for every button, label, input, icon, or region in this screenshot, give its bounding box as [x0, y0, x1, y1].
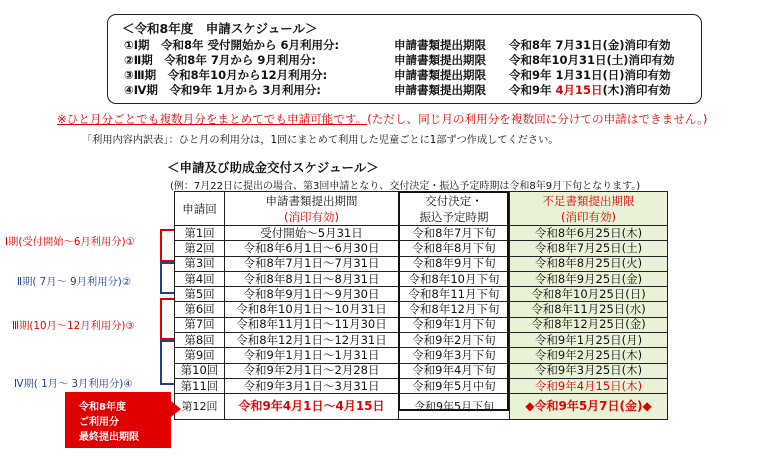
cell-deficiency: ◆令和9年5月7日(金)◆	[510, 394, 668, 420]
deadline-label: 申請書類提出期限	[394, 68, 486, 82]
cell-grant: 令和8年9月下旬	[399, 256, 510, 271]
note-rest: (ただし、同じ月の利用分を複数回に分けての申請はできません。)	[367, 112, 708, 126]
deadline-date	[509, 82, 671, 98]
callout-line-1: 令和8年度	[79, 402, 126, 413]
deadline-date: 令和9年 1月31日(日)消印有効	[509, 68, 671, 82]
period-label-4: Ⅳ期( 1月～ 3月利用分)④	[14, 378, 133, 390]
example-note: (例：7月22日に提出の場合、第3回申請となり、交付決定・振込予定時期は令和8年9月下旬となります。)	[170, 181, 641, 192]
cell-round: 第6回	[175, 302, 225, 317]
table-header-row	[175, 192, 668, 226]
cell-grant: 令和9年5月中旬	[399, 378, 510, 393]
cell-round: 第3回	[175, 256, 225, 271]
header-deficiency	[510, 192, 668, 226]
cell-grant: 令和9年3月下旬	[399, 348, 510, 363]
cell-deficiency: 令和8年8月25日(火)	[510, 256, 668, 271]
period-desc: ④Ⅳ期 令和9年 1月から 3月利用分:	[124, 83, 321, 97]
table-row	[175, 287, 668, 302]
cell-grant: 令和8年11月下旬	[399, 287, 510, 302]
cell-period: 令和8年12月1日～12月31日	[225, 333, 399, 348]
table-row	[175, 256, 668, 271]
header-period-line1: 申請書類提出期間	[265, 193, 358, 208]
cell-period: 令和8年9月1日～9月30日	[225, 287, 399, 302]
cell-round: 第1回	[175, 226, 225, 241]
table-row	[175, 226, 668, 241]
cell-deficiency: 令和9年1月25日(月)	[510, 333, 668, 348]
cell-period: 令和8年8月1日～8月31日	[225, 271, 399, 286]
cell-period: 令和8年10月1日～10月31日	[225, 302, 399, 317]
cell-period: 令和8年7月1日～7月31日	[225, 256, 399, 271]
table-row	[175, 378, 668, 393]
cell-deficiency: 令和8年7月25日(土)	[510, 241, 668, 256]
header-period-line2: (消印有効)	[284, 209, 339, 224]
cell-deficiency: 令和8年11月25日(水)	[510, 302, 668, 317]
cell-period: 令和9年3月1日～3月31日	[225, 378, 399, 393]
header-deficiency-line2: (消印有効)	[561, 209, 616, 224]
cell-grant: 令和9年5月下旬	[399, 394, 510, 420]
cell-round: 第8回	[175, 333, 225, 348]
deadline-date-suffix: (木)消印有効	[602, 83, 671, 97]
schedule-row-1	[108, 37, 703, 52]
table-row	[175, 333, 668, 348]
cell-deficiency: 令和8年10月25日(日)	[510, 287, 668, 302]
cell-grant: 令和9年2月下旬	[399, 333, 510, 348]
cell-grant: 令和8年10月下旬	[399, 271, 510, 286]
cell-period: 令和9年4月1日～4月15日	[225, 394, 399, 420]
cell-grant: 令和8年7月下旬	[399, 226, 510, 241]
cell-deficiency: 令和9年3月25日(木)	[510, 363, 668, 378]
schedule-row-2	[108, 52, 703, 67]
cell-deficiency: 令和8年6月25日(木)	[510, 226, 668, 241]
header-grant-line2: 振込予定時期	[419, 209, 489, 224]
cell-round: 第5回	[175, 287, 225, 302]
period-desc: ③Ⅲ期 令和8年10月から12月利用分:	[124, 68, 328, 82]
deadline-date-highlight: 4月15日	[555, 83, 603, 97]
schedule-table	[174, 191, 668, 420]
callout-line-2: ご利用分	[79, 417, 119, 428]
callout-line-3: 最終提出期限	[79, 432, 139, 443]
deadline-label: 申請書類提出期限	[394, 38, 486, 52]
period-bracket-3	[160, 298, 174, 340]
cell-deficiency: 令和9年2月25日(木)	[510, 348, 668, 363]
period-bracket-2	[160, 262, 174, 294]
period-label-2: Ⅱ期( 7月～ 9月利用分)②	[17, 276, 132, 288]
cell-round: 第7回	[175, 317, 225, 332]
cell-round: 第2回	[175, 241, 225, 256]
cell-grant: 令和8年12月下旬	[399, 302, 510, 317]
table-row	[175, 394, 668, 420]
period-label-1: Ⅰ期(受付開始～6月利用分)①	[5, 236, 135, 248]
deadline-label: 申請書類提出期限	[394, 83, 486, 97]
cell-round: 第11回	[175, 378, 225, 393]
note-underlined: ※ひと月分ごとでも複数月分をまとめてでも申請可能です。	[57, 112, 368, 126]
header-grant	[399, 192, 510, 226]
cell-round: 第4回	[175, 271, 225, 286]
note-usage-breakdown: 「利用内容内訳表」：ひと月の利用分は，1回にまとめて利用した児童ごとに1部ずつ作成してください。	[82, 135, 559, 146]
deadline-date: 令和8年 7月31日(金)消印有効	[509, 38, 671, 52]
table-row	[175, 302, 668, 317]
table-row	[175, 241, 668, 256]
period-desc: ①Ⅰ期 令和8年 受付開始から 6月利用分:	[124, 38, 340, 52]
header-grant-line1: 交付決定・	[425, 193, 483, 208]
header-deficiency-line1: 不足書類提出期限	[542, 193, 635, 208]
cell-grant: 令和9年4月下旬	[399, 363, 510, 378]
cell-period: 令和8年6月1日～6月30日	[225, 241, 399, 256]
note-multiple-months	[57, 111, 707, 127]
table-row	[175, 317, 668, 332]
schedule-row-3	[108, 67, 703, 82]
cell-round: 第9回	[175, 348, 225, 363]
cell-period: 令和8年11月1日～11月30日	[225, 317, 399, 332]
cell-grant: 令和8年8月下旬	[399, 241, 510, 256]
period-bracket-1	[160, 229, 174, 262]
table-row	[175, 363, 668, 378]
cell-deficiency: 令和9年4月15日(木)	[510, 378, 668, 393]
header-round: 申請回	[175, 192, 225, 226]
section-title: ＜申請及び助成金交付スケジュール＞	[167, 160, 379, 175]
period-desc: ②Ⅱ期 令和8年 7月から 9月利用分:	[124, 53, 316, 67]
table-row	[175, 348, 668, 363]
cell-period: 令和9年2月1日～2月28日	[225, 363, 399, 378]
final-deadline-callout	[65, 392, 171, 448]
deadline-date: 令和8年10月31日(土)消印有効	[509, 53, 675, 67]
period-label-3: Ⅲ期(10月～12月利用分)③	[12, 320, 135, 332]
schedule-summary-box	[107, 14, 702, 104]
schedule-row-4	[108, 82, 703, 97]
table-row	[175, 271, 668, 286]
cell-round: 第10回	[175, 363, 225, 378]
cell-period: 令和9年1月1日～1月31日	[225, 348, 399, 363]
deadline-label: 申請書類提出期限	[394, 53, 486, 67]
schedule-box-title: ＜令和8年度 申請スケジュール＞	[122, 21, 318, 36]
cell-round: 第12回	[175, 394, 225, 420]
deadline-date-prefix: 令和9年	[509, 83, 556, 97]
cell-period: 受付開始～5月31日	[225, 226, 399, 241]
cell-grant: 令和9年1月下旬	[399, 317, 510, 332]
period-bracket-4	[160, 340, 174, 385]
header-period	[225, 192, 399, 226]
cell-deficiency: 令和8年12月25日(金)	[510, 317, 668, 332]
cell-deficiency: 令和8年9月25日(金)	[510, 271, 668, 286]
